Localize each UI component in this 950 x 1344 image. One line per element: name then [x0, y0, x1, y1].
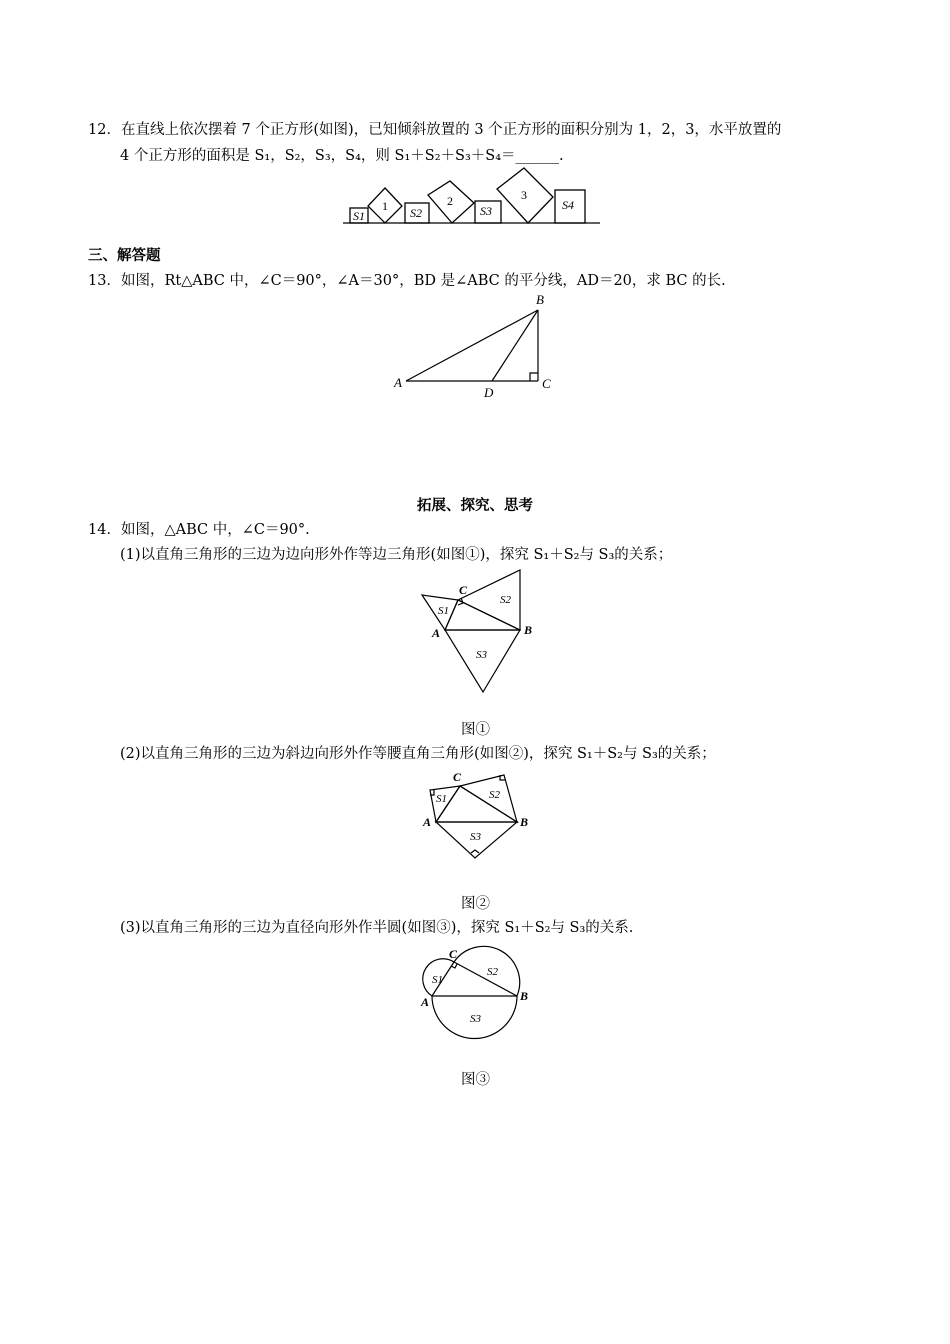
- svg-text:A: A: [423, 815, 432, 829]
- label-2: 2: [447, 194, 453, 208]
- svg-text:S2: S2: [500, 594, 511, 606]
- svg-text:C: C: [449, 947, 458, 961]
- label-3: 3: [521, 188, 527, 202]
- svg-text:C: C: [459, 583, 468, 597]
- square-tilted-1: [368, 188, 402, 223]
- label-B: B: [536, 292, 544, 307]
- svg-text:B: B: [520, 989, 529, 1003]
- label-s3: S3: [480, 204, 492, 218]
- svg-text:B: B: [520, 815, 529, 829]
- svg-text:S2: S2: [489, 789, 500, 801]
- label-C: C: [542, 376, 551, 391]
- q12-line1: 12．在直线上依次摆着 7 个正方形(如图)，已知倾斜放置的 3 个正方形的面积分别为 1，2，3，水平放置的: [88, 122, 782, 138]
- svg-text:S1: S1: [438, 605, 449, 617]
- q13-text: 13．如图，Rt△ABC 中，∠C＝90°，∠A＝30°，BD 是∠ABC 的平分线，AD＝20，求 BC 的长.: [88, 273, 726, 289]
- figure3-caption: 图③: [461, 1072, 490, 1088]
- q14-part3: (3)以直角三角形的三边为直径向形外作半圆(如图③)，探究 S₁＋S₂与 S₃的关系.: [120, 920, 634, 936]
- square-s4: [555, 190, 585, 223]
- q14-part2: (2)以直角三角形的三边为斜边向形外作等腰直角三角形(如图②)，探究 S₁＋S₂与 S₃的关系；: [120, 746, 716, 762]
- section3-title: 三、解答题: [88, 248, 161, 264]
- q14-part1: (1)以直角三角形的三边为边向形外作等边三角形(如图①)，探究 S₁＋S₂与 S₃的关系；: [120, 547, 673, 563]
- label-D: D: [484, 385, 494, 400]
- q14-intro: 14．如图，△ABC 中，∠C＝90°.: [88, 522, 310, 538]
- label-s4: S4: [562, 198, 574, 212]
- label-s2: S2: [410, 206, 422, 220]
- svg-text:S2: S2: [487, 966, 498, 978]
- label-s1: S1: [353, 209, 365, 223]
- svg-text:A: A: [421, 995, 430, 1009]
- square-tilted-2: [428, 181, 474, 223]
- svg-text:S3: S3: [470, 1013, 481, 1025]
- label-1: 1: [382, 199, 388, 213]
- svg-text:S1: S1: [436, 793, 447, 805]
- square-s3: [475, 201, 501, 223]
- label-A: A: [394, 375, 402, 390]
- svg-text:S3: S3: [476, 649, 487, 661]
- square-tilted-3: [497, 168, 553, 223]
- square-s1: [350, 208, 368, 223]
- figure2-caption: 图②: [461, 896, 490, 912]
- svg-text:A: A: [432, 626, 441, 640]
- svg-text:C: C: [453, 770, 462, 784]
- svg-text:S1: S1: [432, 974, 443, 986]
- square-s2: [405, 203, 429, 223]
- q12-line2: 4 个正方形的面积是 S₁，S₂，S₃，S₄，则 S₁＋S₂＋S₃＋S₄＝______.: [120, 148, 564, 164]
- extension-title: 拓展、探究、思考: [417, 498, 533, 514]
- figure1-caption: 图①: [461, 722, 490, 738]
- svg-text:B: B: [524, 623, 533, 637]
- svg-text:S3: S3: [470, 831, 481, 843]
